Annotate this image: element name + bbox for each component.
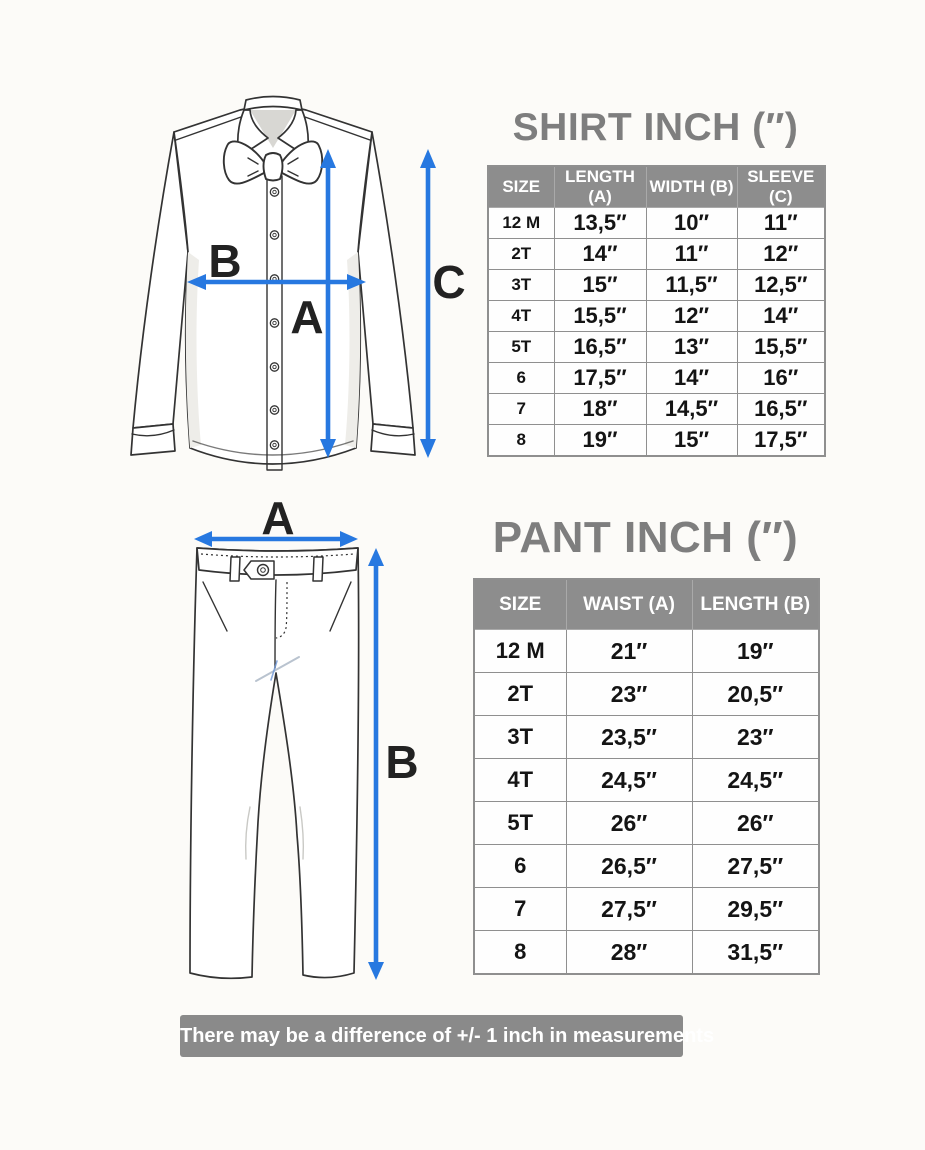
measurement-cell: 16,5″ [737,394,825,425]
measurement-cell: 23″ [692,716,819,759]
measurement-cell: 19″ [554,425,646,457]
size-cell: 3T [488,270,554,301]
header-row [488,166,825,208]
measurement-cell: 14″ [646,363,737,394]
measurement-cell: 26,5″ [566,845,692,888]
measurement-cell: 14,5″ [646,394,737,425]
size-cell: 8 [488,425,554,457]
measurement-cell: 20,5″ [692,673,819,716]
shirt-length-label: A [290,291,324,343]
size-cell: 5T [474,802,566,845]
table-row [474,845,819,888]
measurement-cell: 14″ [554,239,646,270]
column-header: SIZE [488,166,554,208]
table-row [488,394,825,425]
column-header: LENGTH (B) [692,579,819,630]
table-row [488,239,825,270]
size-cell: 4T [474,759,566,802]
measurement-cell: 15″ [646,425,737,457]
table-row [474,716,819,759]
measurement-cell: 31,5″ [692,931,819,975]
table-row [474,931,819,975]
measurement-cell: 13″ [646,332,737,363]
measurement-cell: 27,5″ [692,845,819,888]
column-header: WAIST (A) [566,579,692,630]
measurement-cell: 21″ [566,630,692,673]
measurement-cell: 15″ [554,270,646,301]
measurement-cell: 24,5″ [566,759,692,802]
size-cell: 2T [488,239,554,270]
shirt-diagram [100,80,480,480]
table-row [488,208,825,239]
column-header: WIDTH (B) [646,166,737,208]
measurement-cell: 17,5″ [554,363,646,394]
pants-body [190,548,359,978]
shirt-size-table [487,165,826,457]
size-cell: 7 [474,888,566,931]
column-header: LENGTH (A) [554,166,646,208]
measurement-cell: 16,5″ [554,332,646,363]
size-cell: 5T [488,332,554,363]
table-row [488,332,825,363]
measurement-cell: 19″ [692,630,819,673]
table-row [474,888,819,931]
measurement-cell: 12″ [646,301,737,332]
measurement-cell: 12″ [737,239,825,270]
measurement-cell: 12,5″ [737,270,825,301]
measurement-cell: 11,5″ [646,270,737,301]
measurement-cell: 18″ [554,394,646,425]
table-row [488,301,825,332]
pants-diagram [150,490,470,1000]
measurement-cell: 15,5″ [554,301,646,332]
size-cell: 2T [474,673,566,716]
shirt-sleeve-label: C [432,256,466,308]
size-cell: 8 [474,931,566,975]
pant-section-title: PANT INCH (″) [492,513,799,562]
pants-waist-label: A [261,492,295,544]
measurement-cell: 27,5″ [566,888,692,931]
pants-length-arrow [368,548,384,980]
shirt-left-cuff [131,424,175,455]
size-cell: 12 M [474,630,566,673]
pant-size-table [473,578,820,975]
measurement-cell: 29,5″ [692,888,819,931]
measurement-cell: 11″ [646,239,737,270]
waist-button [244,561,274,579]
column-header: SLEEVE (C) [737,166,825,208]
table-row [474,759,819,802]
measurement-cell: 10″ [646,208,737,239]
size-cell: 3T [474,716,566,759]
shirt-section-title: SHIRT INCH (″) [512,106,799,149]
table-row [474,802,819,845]
table-row [474,630,819,673]
measurement-cell: 23,5″ [566,716,692,759]
table-row [488,363,825,394]
shirt-width-label: B [208,235,242,287]
measurement-cell: 26″ [566,802,692,845]
measurement-cell: 17,5″ [737,425,825,457]
pants-waistband [197,548,358,575]
size-cell: 4T [488,301,554,332]
size-cell: 6 [488,363,554,394]
disclaimer-banner: There may be a difference of +/- 1 inch in measurements [180,1015,683,1057]
size-cell: 6 [474,845,566,888]
measurement-cell: 28″ [566,931,692,975]
measurement-cell: 24,5″ [692,759,819,802]
measurement-cell: 11″ [737,208,825,239]
measurement-cell: 15,5″ [737,332,825,363]
header-row [474,579,819,630]
size-cell: 7 [488,394,554,425]
shirt-right-cuff [371,424,415,455]
measurement-cell: 13,5″ [554,208,646,239]
measurement-cell: 26″ [692,802,819,845]
measurement-cell: 16″ [737,363,825,394]
column-header: SIZE [474,579,566,630]
measurement-cell: 14″ [737,301,825,332]
size-cell: 12 M [488,208,554,239]
measurement-cell: 23″ [566,673,692,716]
table-row [474,673,819,716]
pants-length-label: B [385,736,419,788]
table-row [488,425,825,457]
table-row [488,270,825,301]
